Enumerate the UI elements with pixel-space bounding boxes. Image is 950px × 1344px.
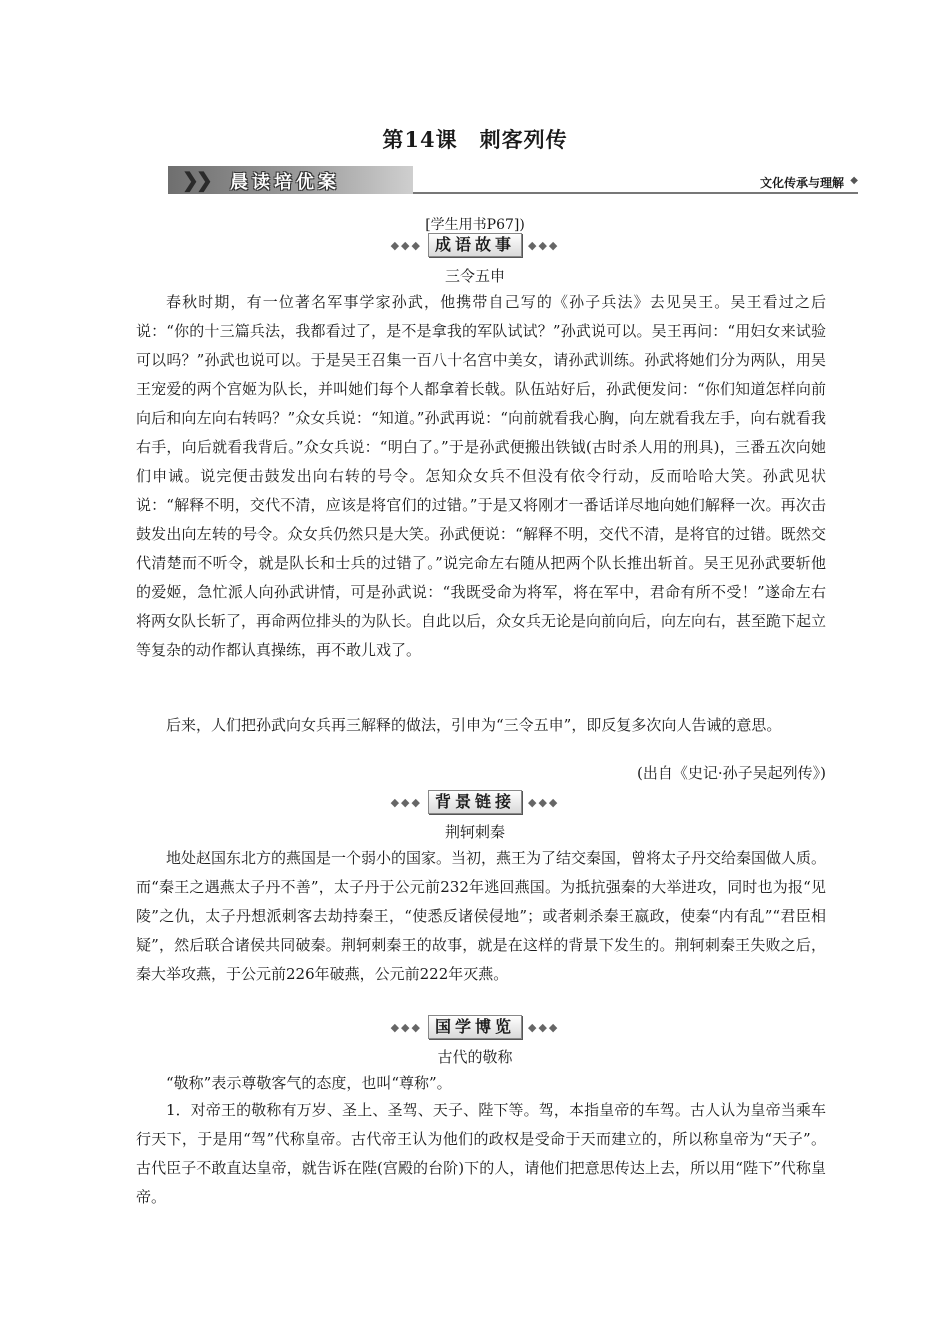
textbook-reference: [学生用书P67])	[425, 217, 525, 233]
section-heading-sinology	[0, 1014, 950, 1040]
paragraph: 后来，人们把孙武向女兵再三解释的做法，引申为“三令五申”，即反复多次向人告诫的意思。	[166, 716, 782, 734]
diamond-icon: ◆	[850, 175, 858, 186]
diamond-icon: ◆◆◆	[528, 795, 560, 809]
chevron-right-icon: ❯	[182, 168, 199, 192]
chevron-right-icon: ❯	[196, 168, 213, 192]
section-subtitle: 三令五申	[444, 267, 505, 285]
paragraph: 地处赵国东北方的燕国是一个弱小的国家。当初，燕王为了结交秦国，曾将太子丹交给秦国做人质。而“秦王之遇燕太子丹不善”，太子丹于公元前232年逃回燕国。为抵抗强秦的大举进攻，同时也为报“见陵”之仇，太子丹想派刺客去劫持秦王，“使悉反诸侯侵地”；或者刺杀秦王嬴政，使秦“内有乱”“君臣相疑”，然后联合诸侯共同破秦。荆轲刺秦王的故事，就是在这样的背景下发生的。荆轲刺秦王失败之后，秦大举攻燕，于公元前226年破燕，公元前222年灭燕。	[136, 849, 827, 983]
section-subtitle: 古代的敬称	[437, 1048, 513, 1066]
section-banner	[168, 166, 858, 196]
banner-label: 晨读培优案	[230, 172, 340, 193]
section-heading-background	[0, 789, 950, 815]
banner-right-text: 文化传承与理解	[759, 176, 844, 190]
source-citation: (出自《史记·孙子吴起列传》)	[637, 764, 826, 782]
section-heading-label: 国学博览	[428, 1015, 522, 1039]
section-heading-label: 成语故事	[428, 233, 522, 257]
diamond-icon: ◆◆◆	[528, 1020, 560, 1034]
paragraph: 1．对帝王的敬称有万岁、圣上、圣驾、天子、陛下等。驾，本指皇帝的车驾。古人认为皇帝当乘车行天下，于是用“驾”代称皇帝。古代帝王认为他们的政权是受命于天而建立的，所以称皇帝为“天子”。古代臣子不敢直达皇帝，就告诉在陛(宫殿的台阶)下的人，请他们把意思传达上去，所以用“陛下”代称皇帝。	[136, 1101, 826, 1206]
diamond-icon: ◆◆◆	[390, 1020, 422, 1034]
diamond-icon: ◆◆◆	[390, 795, 422, 809]
section-heading-idiom-story	[0, 232, 950, 258]
lesson-title: 第14课 刺客列传	[382, 127, 568, 152]
diamond-icon: ◆◆◆	[528, 238, 560, 252]
paragraph: 春秋时期，有一位著名军事学家孙武，他携带自己写的《孙子兵法》去见吴王。吴王看过之后说：“你的十三篇兵法，我都看过了，是不是拿我的军队试试？”孙武说可以。吴王再问：“用妇女来试验可以吗？”孙武也说可以。于是吴王召集一百八十名宫中美女，请孙武训练。孙武将她们分为两队，用吴王宠爱的两个宫姬为队长，并叫她们每个人都拿着长戟。队伍站好后，孙武便发问：“你们知道怎样向前向后和向左向右转吗？”众女兵说：“知道。”孙武再说：“向前就看我心胸，向左就看我左手，向右就看我右手，向后就看我背后。”众女兵说：“明白了。”于是孙武便搬出铁钺(古时杀人用的刑具)，三番五次向她们申诫。说完便击鼓发出向右转的号令。怎知众女兵不但没有依令行动，反而哈哈大笑。孙武见状说：“解释不明，交代不清，应该是将官们的过错。”于是又将刚才一番话详尽地向她们解释一次。再次击鼓发出向左转的号令。众女兵仍然只是大笑。孙武便说：“解释不明，交代不清，是将官的过错。既然交代清楚而不听令，就是队长和士兵的过错了。”说完命左右随从把两个队长推出斩首。吴王见孙武要斩他的爱姬，急忙派人向孙武讲情，可是孙武说：“我既受命为将军，将在军中，君命有所不受！”遂命左右将两女队长斩了，再命两位排头的为队长。自此以后，众女兵无论是向前向后，向左向右，甚至跪下起立等复杂的动作都认真操练，再不敢儿戏了。	[136, 293, 827, 659]
diamond-icon: ◆◆◆	[390, 238, 422, 252]
section-heading-label: 背景链接	[428, 790, 522, 814]
section-subtitle: 荆轲刺秦	[444, 823, 505, 841]
banner-rule	[413, 192, 858, 194]
paragraph: “敬称”表示尊敬客气的态度，也叫“尊称”。	[166, 1074, 452, 1092]
